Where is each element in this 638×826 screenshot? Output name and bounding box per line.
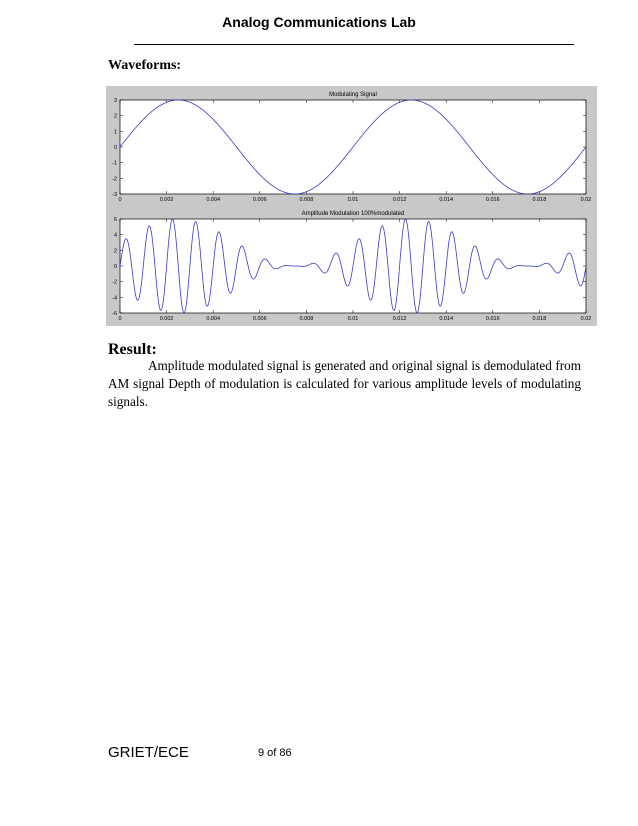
plot2-xtick-label: 0.004 [206,316,221,322]
plot1-ytick-label: -3 [112,192,117,198]
plot1-ytick-label: 3 [113,98,117,104]
plot2-ytick-label: 2 [113,248,117,255]
result-paragraph: Amplitude modulated signal is generated and original signal is demodulated from AM signal Depth of modulation is calculated for various amplitude levels of modulating signals. [108,358,581,409]
modulating-signal-plot [112,92,591,203]
plot1-title: Modulating Signal [329,92,377,98]
plot1-xtick-label: 0.012 [392,197,407,203]
result-heading: Result: [108,341,157,358]
plot1-xtick-label: 0.006 [252,197,267,203]
plot2-xtick-label: 0.018 [532,316,547,322]
header-underline [134,44,574,45]
plot1-ytick-label: 1 [113,129,117,136]
waveform-figure [106,86,597,326]
plot2-ytick-label: -4 [112,295,117,302]
footer-department: GRIET/ECE [108,744,189,761]
waveforms-heading: Waveforms: [108,58,182,73]
plot2-xtick-label: 0.006 [252,316,267,322]
waveform-figure-svg [106,86,597,326]
plot2-xtick-label: 0.014 [439,316,454,322]
plot1-xtick-label: 0 [118,197,122,203]
plot2-title: Amplitude Modulation 100%modulated [301,211,405,217]
plot1-xtick-label: 0.008 [299,197,314,203]
plot2-xtick-label: 0.01 [347,316,359,322]
plot1-xtick-label: 0.018 [532,197,547,203]
plot1-xtick-label: 0.016 [485,197,500,203]
am-signal-plot [112,211,591,322]
plot2-xtick-label: 0 [118,316,122,322]
plot1-xtick-label: 0.02 [580,197,592,203]
plot2-ytick-label: -2 [112,279,117,286]
plot2-ytick-label: 0 [113,264,117,270]
plot2-xtick-label: 0.008 [299,316,314,322]
plot2-xtick-label: 0.012 [392,316,407,322]
plot2-xtick-label: 0.02 [580,316,592,322]
plot2-xtick-label: 0.002 [159,316,174,322]
plot1-xtick-label: 0.002 [159,197,174,203]
plot1-xtick-label: 0.014 [439,197,454,203]
plot1-ytick-label: 2 [113,113,117,120]
plot1-xtick-label: 0.01 [347,197,359,203]
plot2-xtick-label: 0.016 [485,316,500,322]
footer-page-number: 9 of 86 [258,747,292,759]
plot1-ytick-label: 0 [113,145,117,151]
plot2-ytick-label: -6 [112,311,117,317]
plot1-xtick-label: 0.004 [206,197,221,203]
plot1-ytick-label: -1 [112,160,117,167]
plot2-ytick-label: 6 [113,217,117,223]
plot1-ytick-label: -2 [112,176,117,183]
page-header-title: Analog Communications Lab [222,14,416,30]
plot2-ytick-label: 4 [113,232,117,239]
